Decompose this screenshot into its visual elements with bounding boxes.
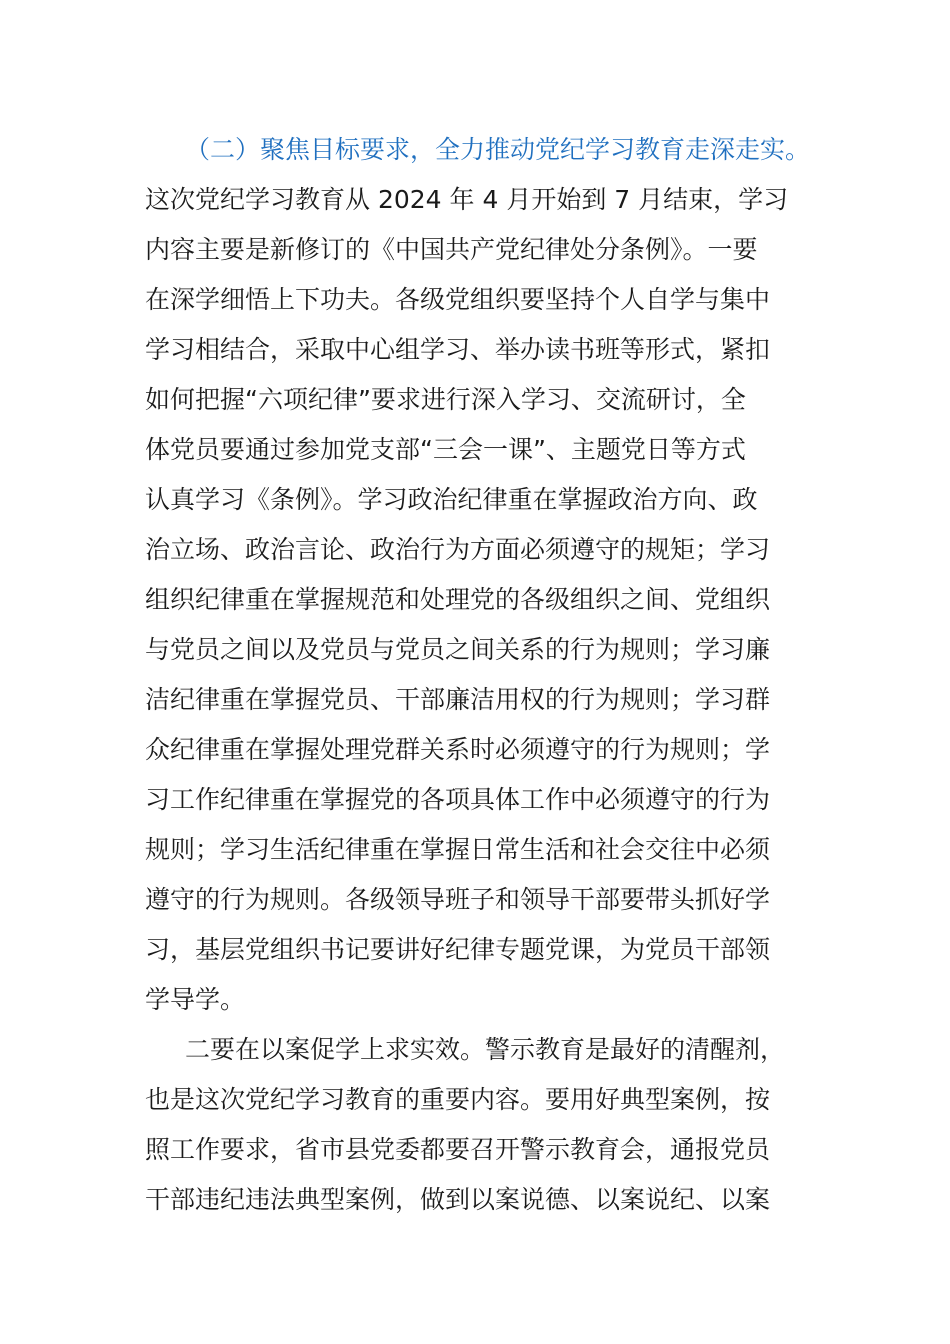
section-heading: （二）聚焦目标要求，全力推动党纪学习教育走深走实。 [185, 135, 811, 164]
text-line: 习，基层党组织书记要讲好纪律专题党课，为党员干部领 [145, 935, 771, 964]
text-line: 体党员要通过参加党支部“三会一课”、主题党日等方式 [145, 435, 746, 464]
text-line: 习工作纪律重在掌握党的各项具体工作中必须遵守的行为 [145, 785, 771, 814]
text-line: 组织纪律重在掌握规范和处理党的各级组织之间、党组织 [145, 585, 771, 614]
text-line: 如何把握“六项纪律”要求进行深入学习、交流研讨，全 [145, 385, 746, 414]
text-line: 与党员之间以及党员与党员之间关系的行为规则；学习廉 [145, 635, 771, 664]
text-line: 照工作要求，省市县党委都要召开警示教育会，通报党员 [145, 1135, 771, 1164]
text-line: 治立场、政治言论、政治行为方面必须遵守的规矩；学习 [145, 535, 771, 564]
paragraph-start-line: 二要在以案促学上求实效。警示教育是最好的清醒剂， [185, 1035, 786, 1064]
text-line: 学习相结合，采取中心组学习、举办读书班等形式，紧扣 [145, 335, 771, 364]
text-line: 内容主要是新修订的《中国共产党纪律处分条例》。一要 [145, 235, 758, 264]
text-line: 洁纪律重在掌握党员、干部廉洁用权的行为规则；学习群 [145, 685, 771, 714]
text-line: 遵守的行为规则。各级领导班子和领导干部要带头抓好学 [145, 885, 771, 914]
text-line: 在深学细悟上下功夫。各级党组织要坚持个人自学与集中 [145, 285, 771, 314]
text-line: 学导学。 [145, 985, 246, 1014]
text-line: 干部违纪违法典型案例，做到以案说德、以案说纪、以案 [145, 1185, 771, 1214]
text-line: 认真学习《条例》。学习政治纪律重在掌握政治方向、政 [145, 485, 758, 514]
text-line: 众纪律重在掌握处理党群关系时必须遵守的行为规则；学 [145, 735, 771, 764]
text-line: 这次党纪学习教育从 2024 年 4 月开始到 7 月结束，学习 [145, 185, 789, 214]
text-line: 规则；学习生活纪律重在掌握日常生活和社会交往中必须 [145, 835, 771, 864]
text-line: 也是这次党纪学习教育的重要内容。要用好典型案例，按 [145, 1085, 771, 1114]
